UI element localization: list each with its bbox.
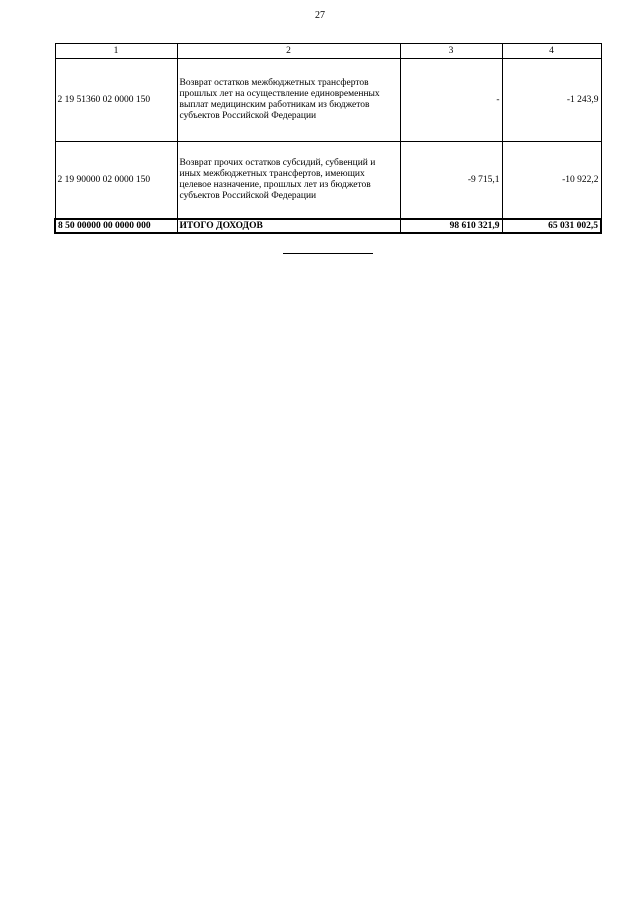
revenue-table xyxy=(54,43,602,234)
budget-code: 2 19 90000 02 0000 150 xyxy=(55,142,177,220)
value-col-4: -1 243,9 xyxy=(502,59,601,142)
total-row xyxy=(55,219,601,233)
header-row xyxy=(55,44,601,59)
page-number: 27 xyxy=(315,10,325,21)
item-name: Возврат остатков межбюджетных трансфертов прошлых лет на осуществление единовременных выплат медицинским работникам из бюджетов субъектов Российской Федерации xyxy=(177,59,400,142)
value-col-3: -9 715,1 xyxy=(400,142,502,220)
table-row xyxy=(55,142,601,220)
total-col-3: 98 610 321,9 xyxy=(400,219,502,233)
table-row xyxy=(55,59,601,142)
value-col-3: - xyxy=(400,59,502,142)
end-of-table-rule xyxy=(283,253,373,254)
table-body xyxy=(55,59,601,234)
value-col-4: -10 922,2 xyxy=(502,142,601,220)
header-col-1: 1 xyxy=(55,44,177,59)
budget-code: 2 19 51360 02 0000 150 xyxy=(55,59,177,142)
table-header xyxy=(55,44,601,59)
item-name: Возврат прочих остатков субсидий, субвенций и иных межбюджетных трансфертов, имеющих целевое назначение, прошлых лет из бюджетов субъектов Российской Федерации xyxy=(177,142,400,220)
header-col-4: 4 xyxy=(502,44,601,59)
total-code: 8 50 00000 00 0000 000 xyxy=(55,219,177,233)
header-col-3: 3 xyxy=(400,44,502,59)
total-label: ИТОГО ДОХОДОВ xyxy=(177,219,400,233)
total-col-4: 65 031 002,5 xyxy=(502,219,601,233)
header-col-2: 2 xyxy=(177,44,400,59)
